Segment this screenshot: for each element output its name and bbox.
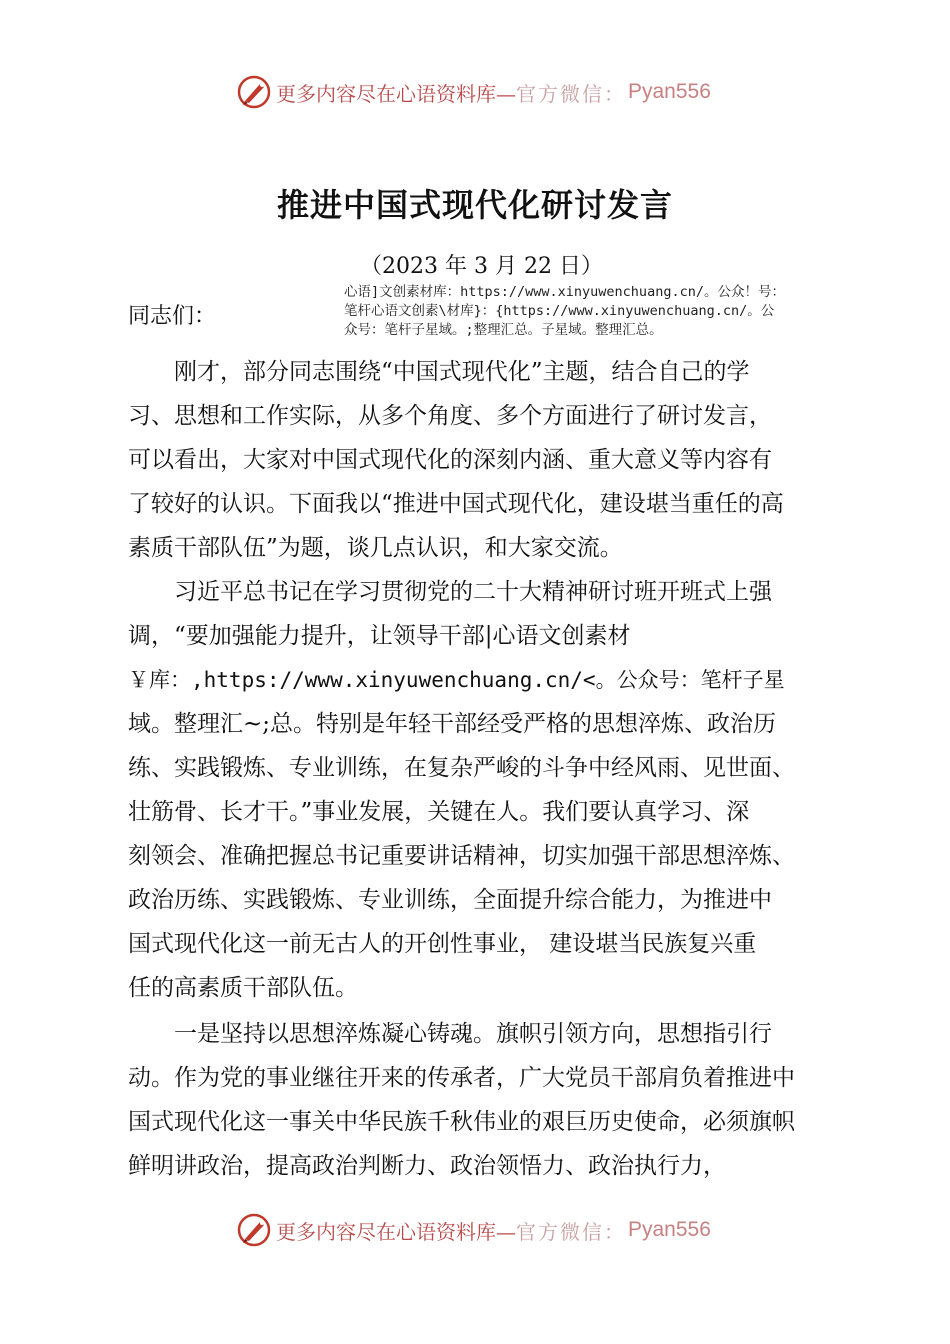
paragraph-line: 可以看出，大家对中国式现代化的深刻内涵、重大意义等内容有 [128,447,772,473]
paragraph-3 [128,1012,868,1188]
watermark-line: 心语]文创素材库：https://www.xinyuwenchuang.cn/。公众！号： [344,284,785,300]
paragraph-line: 壮筋骨、长才干。”事业发展，关键在人。我们要认真学习、深 [128,799,750,825]
paragraph-line: 了较好的认识。下面我以“推进中国式现代化，建设堪当重任的高 [128,491,784,517]
salutation: 同志们： [128,304,217,329]
paragraph-line: 政治历练、实践锻炼、专业训练，全面提升综合能力，为推进中 [128,887,772,913]
paragraph-line: 习、思想和工作实际，从多个角度、多个方面进行了研讨发言， [128,403,772,429]
pen-logo-icon [236,1212,272,1248]
paragraph-line: 习近平总书记在学习贯彻党的二十大精神研讨班开班式上强 [128,579,772,605]
paragraph-line: 一是坚持以思想淬炼凝心铸魂。旗帜引领方向，思想指引行 [128,1021,772,1047]
paragraph-1 [128,350,868,570]
paragraph-line: 刚才，部分同志围绕“中国式现代化”主题，结合自己的学 [128,359,750,385]
document-date: （2023 年 3 月 22 日） [360,254,603,279]
pen-logo-icon [236,74,272,110]
banner-wechat-id: Pyan556 [628,80,711,103]
paragraph-line: 调，“要加强能力提升，让领导干部|心语文创素材 [128,623,631,649]
paragraph-line: 练、实践锻炼、专业训练，在复杂严峻的斗争中经风雨、见世面、 [128,755,795,781]
header-banner [236,72,711,112]
paragraph-line: 鲜明讲政治，提高政治判断力、政治领悟力、政治执行力， [128,1153,726,1179]
banner-wechat-label: 官方微信： [516,1219,626,1244]
paragraph-line: 素质干部队伍”为题，谈几点认识，和大家交流。 [128,535,623,561]
paragraph-line: 刻领会、准确把握总书记重要讲话精神，切实加强干部思想淬炼、 [128,843,795,869]
banner-wechat-label: 官方微信： [516,81,626,106]
watermark-note [344,283,864,340]
paragraph-line: 国式现代化这一事关中华民族千秋伟业的艰巨历史使命，必须旗帜 [128,1109,795,1135]
paragraph-line: 域。整理汇~;总。特别是年轻干部经受严格的思想淬炼、政治历 [128,711,777,737]
paragraph-line: 国式现代化这一前无古人的开创性事业， 建设堪当民族复兴重 [128,931,757,957]
banner-wechat-id: Pyan556 [628,1218,711,1241]
document-title: 推进中国式现代化研讨发言 [276,186,673,224]
watermark-line: 众号：笔杆子星域。;整理汇总。子星域。整理汇总。 [344,322,663,338]
banner-text: 更多内容尽在心语资料库— [276,81,516,106]
footer-banner [236,1210,711,1250]
paragraph-line: 动。作为党的事业继往开来的传承者，广大党员干部肩负着推进中 [128,1065,795,1091]
paragraph-line: 任的高素质干部队伍。 [128,975,358,1001]
watermark-line: 笔杆心语文创素\材库}：{https://www.xinyuwenchuang.cn/。公 [344,303,775,319]
paragraph-2 [128,570,868,1010]
paragraph-line: ￥库：,https://www.xinyuwenchuang.cn/<。公众号：笔杆子星 [128,668,785,692]
banner-text: 更多内容尽在心语资料库— [276,1219,516,1244]
